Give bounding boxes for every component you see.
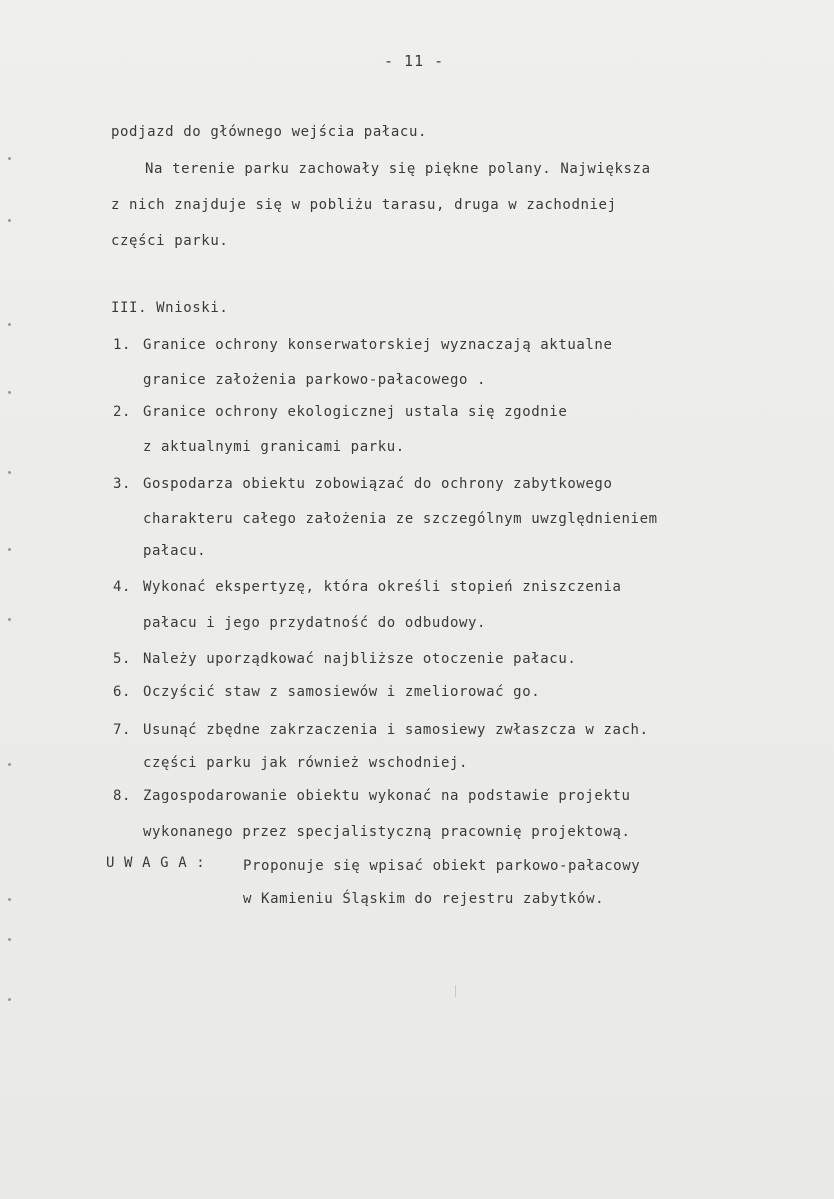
- conclusion-number: 7.: [113, 722, 132, 738]
- conclusion-line: Należy uporządkować najbliższe otoczenie pałacu.: [143, 651, 577, 667]
- note-line: Proponuje się wpisać obiekt parkowo-pałacowy: [243, 858, 641, 874]
- binding-hole: [8, 471, 11, 474]
- conclusion-line: Granice ochrony ekologicznej ustala się zgodnie: [143, 404, 568, 420]
- conclusion-number: 1.: [113, 337, 132, 353]
- note-label: U W A G A :: [106, 855, 206, 871]
- conclusion-line: Oczyścić staw z samosiewów i zmeliorować go.: [143, 684, 541, 700]
- section-heading: III. Wnioski.: [111, 300, 229, 316]
- page-number: - 11 -: [384, 52, 445, 70]
- note-line: w Kamieniu Śląskim do rejestru zabytków.: [243, 891, 605, 907]
- conclusion-number: 6.: [113, 684, 132, 700]
- paper-mark: [455, 985, 456, 997]
- binding-hole: [8, 763, 11, 766]
- conclusion-number: 4.: [113, 579, 132, 595]
- binding-hole: [8, 898, 11, 901]
- conclusion-line: Usunąć zbędne zakrzaczenia i samosiewy zwłaszcza w zach.: [143, 722, 649, 738]
- conclusion-line: wykonanego przez specjalistyczną pracownię projektową.: [143, 824, 631, 840]
- conclusion-line: części parku jak również wschodniej.: [143, 755, 469, 771]
- paragraph-line: z nich znajduje się w pobliżu tarasu, druga w zachodniej: [111, 197, 617, 213]
- conclusion-number: 2.: [113, 404, 132, 420]
- conclusion-line: charakteru całego założenia ze szczególnym uwzględnieniem: [143, 511, 658, 527]
- conclusion-number: 3.: [113, 476, 132, 492]
- binding-hole: [8, 323, 11, 326]
- conclusion-line: Granice ochrony konserwatorskiej wyznaczają aktualne: [143, 337, 613, 353]
- paragraph-line: Na terenie parku zachowały się piękne polany. Największa: [145, 161, 651, 177]
- conclusion-line: Gospodarza obiektu zobowiązać do ochrony zabytkowego: [143, 476, 613, 492]
- binding-hole: [8, 938, 11, 941]
- conclusion-line: granice założenia parkowo-pałacowego .: [143, 372, 487, 388]
- binding-hole: [8, 219, 11, 222]
- conclusion-line: pałacu i jego przydatność do odbudowy.: [143, 615, 487, 631]
- binding-hole: [8, 157, 11, 160]
- binding-hole: [8, 618, 11, 621]
- conclusion-line: Wykonać ekspertyzę, która określi stopień zniszczenia: [143, 579, 622, 595]
- conclusion-number: 8.: [113, 788, 132, 804]
- conclusion-line: pałacu.: [143, 543, 207, 559]
- conclusion-line: z aktualnymi granicami parku.: [143, 439, 405, 455]
- paragraph-line: części parku.: [111, 233, 229, 249]
- conclusion-line: Zagospodarowanie obiektu wykonać na podstawie projektu: [143, 788, 631, 804]
- paragraph-line: podjazd do głównego wejścia pałacu.: [111, 124, 428, 140]
- binding-hole: [8, 548, 11, 551]
- binding-hole: [8, 998, 11, 1001]
- conclusion-number: 5.: [113, 651, 132, 667]
- binding-hole: [8, 391, 11, 394]
